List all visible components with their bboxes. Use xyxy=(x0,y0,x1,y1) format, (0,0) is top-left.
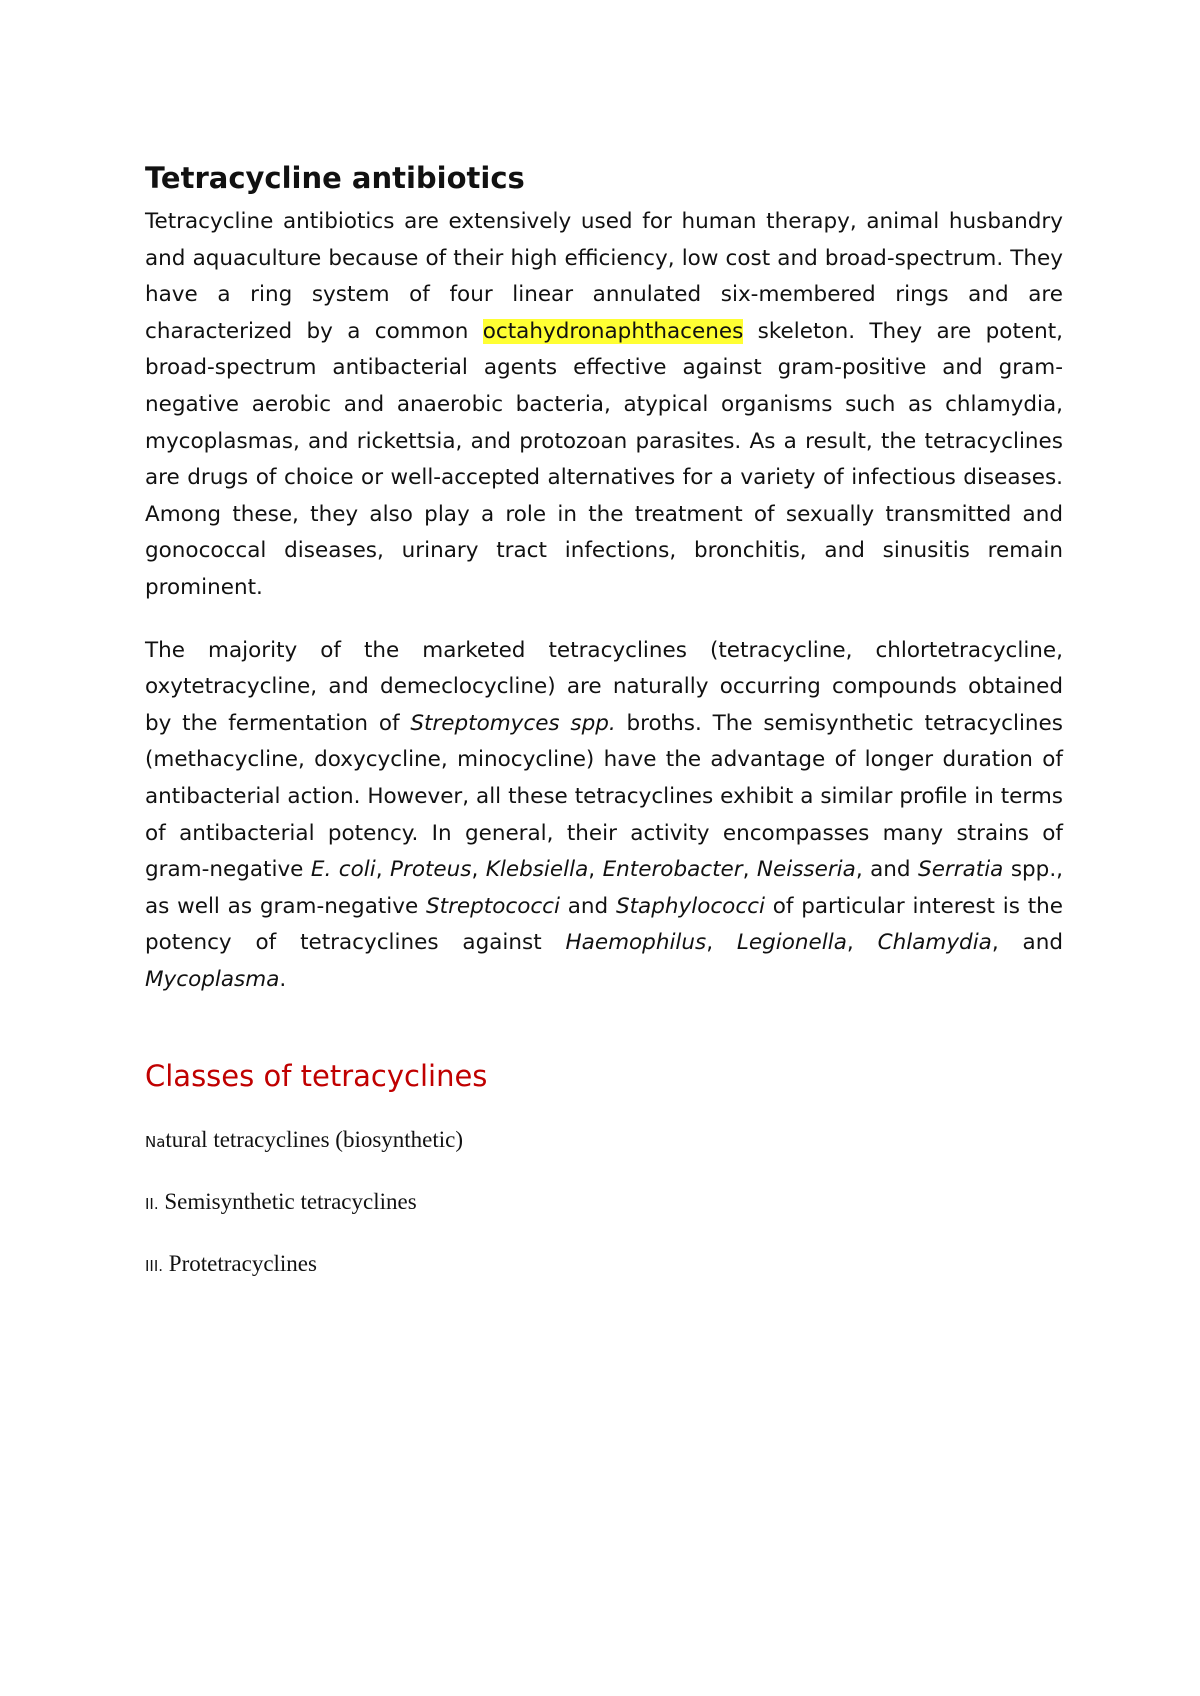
text-run: broths. The semisynthetic tetracyclines (methacycline, doxycycline, minocycline) have the advantage of longer duration of antibacterial action. However, all these tetracyclines exhibit a similar profile in terms of antibacterial potency. In general, their activity encompasses many strains of gram-negative xyxy=(145,710,1063,883)
italic-term: Enterobacter xyxy=(602,857,743,883)
italic-term: Serratia xyxy=(918,857,1004,883)
intro-text-start: Tetracycline antibiotics are extensively used for human therapy, animal husbandry and aquaculture because of their high efficiency, low cost and broad-spectrum. They have a ring system of four linear annulated six-membered rings and are characterized by a common xyxy=(145,209,1063,344)
text-run: spp., as well as gram-negative xyxy=(145,857,1063,919)
classes-list xyxy=(145,1124,1063,1282)
text-run: , xyxy=(742,857,757,883)
paragraph-marketed xyxy=(145,633,1063,999)
document-title: Tetracycline antibiotics xyxy=(145,161,525,195)
text-run: , xyxy=(375,857,391,883)
text-run: The majority of the marketed tetracyclines (tetracycline, chlortetracycline, oxytetracycline, and demeclocycline) are naturally occurring compounds obtained by the fermentation of xyxy=(145,637,1063,736)
list-item-text: Semisynthetic tetracyclines xyxy=(158,1189,417,1215)
list-item xyxy=(145,1186,1063,1220)
text-run: of particular interest is the potency of tetracyclines against xyxy=(145,893,1063,956)
italic-term: Streptomyces spp. xyxy=(410,710,616,736)
text-run: , and xyxy=(991,930,1064,956)
italic-term: Proteus xyxy=(390,857,472,883)
italic-term: E. coli xyxy=(310,857,376,883)
text-run: . xyxy=(279,966,287,992)
italic-term: Haemophilus xyxy=(565,930,707,956)
text-run: , xyxy=(846,930,878,956)
paragraph-intro xyxy=(145,204,1063,607)
italic-term: Mycoplasma xyxy=(145,966,280,992)
list-marker: Na xyxy=(145,1133,166,1152)
text-run: and xyxy=(559,893,616,919)
intro-text-end: skeleton. They are potent, broad-spectrum antibacterial agents effective against gram-positive and gram-negative aerobic and anaerobic bacteria, atypical organisms such as chlamydia, mycoplasmas, and rickettsia, and protozoan parasites. As a result, the tetracyclines are drugs of choice or well-accepted alternatives for a variety of infectious diseases. Among these, they also play a role in the treatment of sexually transmitted and gonococcal diseases, urinary tract infections, bronchitis, and sinusitis remain prominent. xyxy=(145,318,1063,600)
list-item-text: Protetracyclines xyxy=(163,1251,317,1277)
text-run: , xyxy=(706,930,737,956)
italic-term: Neisseria xyxy=(756,857,856,883)
italic-term: Klebsiella xyxy=(485,857,589,883)
list-item xyxy=(145,1248,1063,1282)
list-item xyxy=(145,1124,1063,1158)
italic-term: Legionella xyxy=(736,930,847,956)
highlighted-term: octahydronaphthacenes xyxy=(482,318,744,344)
text-run: , xyxy=(471,857,486,883)
list-marker: III. xyxy=(145,1257,164,1276)
italic-term: Staphylococci xyxy=(615,893,765,919)
list-marker: II. xyxy=(145,1195,159,1214)
text-run: , and xyxy=(855,857,919,883)
document-body xyxy=(145,158,1063,1310)
text-run: , xyxy=(588,857,603,883)
list-item-text: tural tetracyclines (biosynthetic) xyxy=(165,1127,464,1153)
italic-term: Chlamydia xyxy=(877,930,992,956)
italic-term: Streptococci xyxy=(426,893,560,919)
section-heading: Classes of tetracyclines xyxy=(145,1059,488,1094)
